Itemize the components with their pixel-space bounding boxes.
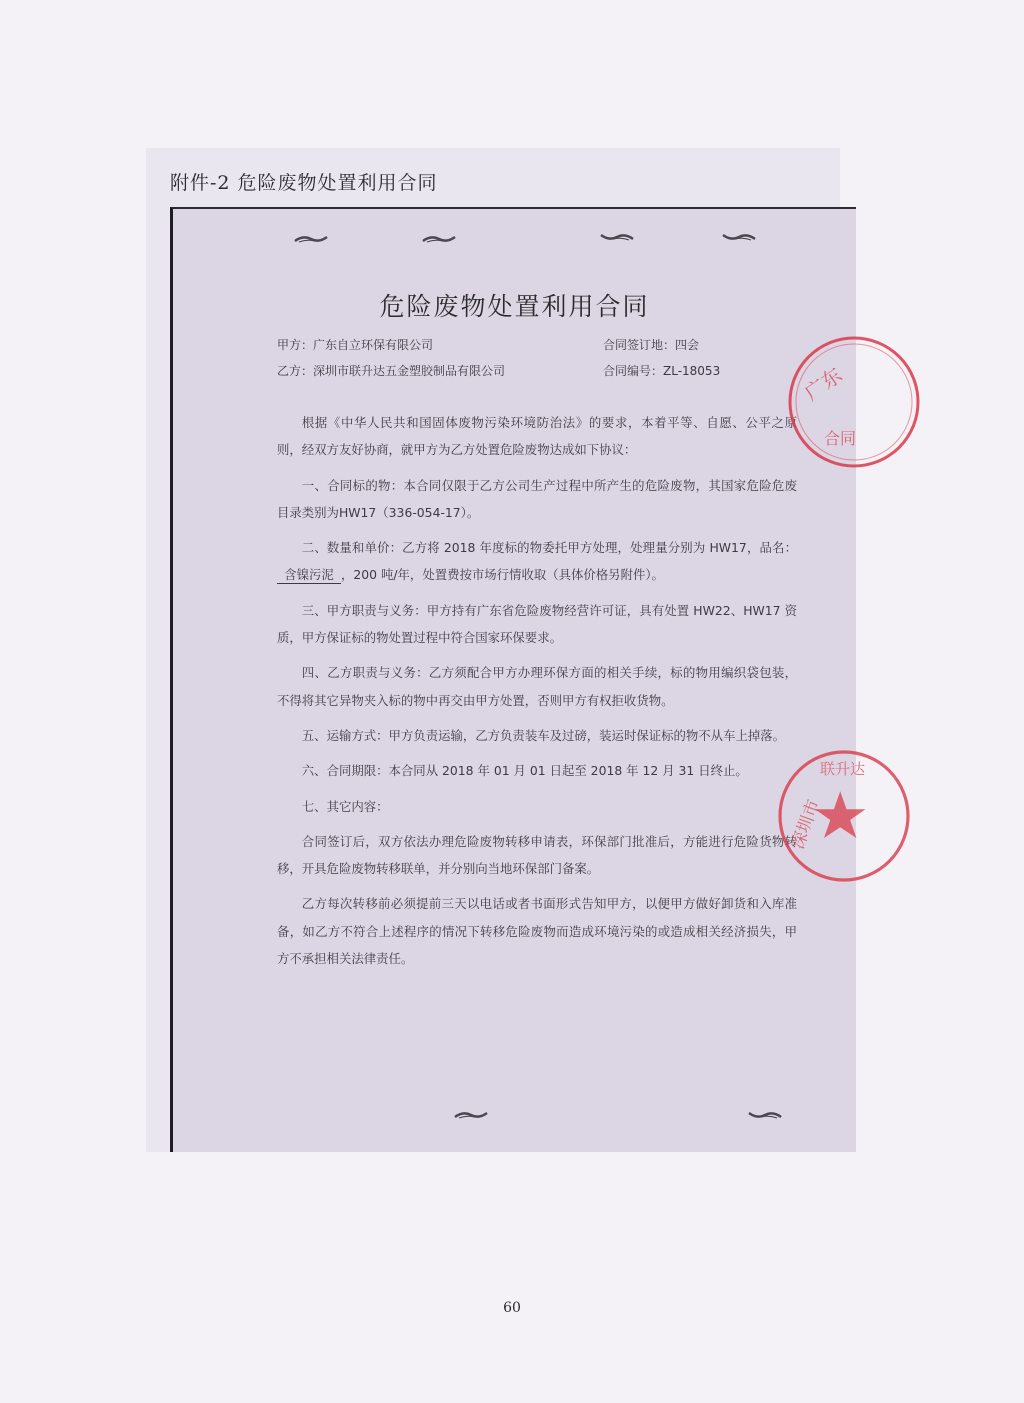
clause-7-paragraph-1: 合同签订后，双方依法办理危险废物转移申请表，环保部门批准后，方能进行危险货物转移，开具危险废物转移联单，并分别向当地环保部门备案。 — [277, 833, 797, 877]
clause-2-filled-blank: 含镍污泥 — [277, 567, 341, 584]
party-a: 甲方：广东自立环保有限公司 — [277, 338, 434, 352]
ornament-icon — [453, 1109, 489, 1121]
contract-body — [277, 409, 797, 980]
clause-6: 六、合同期限：本合同从 2018 年 01 月 01 日起至 2018 年 12 月 31 日终止。 — [301, 763, 748, 779]
svg-text:联升达: 联升达 — [820, 760, 866, 778]
svg-text:广东: 广东 — [799, 362, 847, 406]
seal-icon — [784, 332, 924, 472]
party-b-seal — [774, 748, 866, 884]
clause-7: 七、其它内容： — [301, 798, 389, 814]
party-b: 乙方：深圳市联升达五金塑胶制品有限公司 — [277, 364, 506, 378]
seal-icon — [774, 748, 914, 888]
contract-number: 合同编号：ZL-18053 — [603, 364, 721, 378]
clause-2-text-a: 二、数量和单价：乙方将 2018 年度标的物委托甲方处理，处理量分别为 HW17，品名： — [301, 540, 797, 556]
clause-3: 三、甲方职责与义务：甲方持有广东省危险废物经营许可证，具有处置 HW22、HW17 资质，甲方保证标的物处置过程中符合国家环保要求。 — [277, 602, 797, 646]
clause-2-text-b: ，200 吨/年，处置费按市场行情收取（具体价格另附件）。 — [341, 567, 664, 583]
ornament-icon — [599, 231, 635, 243]
clause-5: 五、运输方式：甲方负责运输，乙方负责装车及过磅，装运时保证标的物不从车上掉落。 — [301, 727, 786, 743]
svg-text:深圳市: 深圳市 — [788, 797, 825, 852]
contract-sheet — [170, 207, 856, 1152]
svg-text:合同: 合同 — [824, 429, 857, 448]
ornament-icon — [293, 233, 329, 245]
clause-4: 四、乙方职责与义务：乙方须配合甲方办理环保方面的相关手续，标的物用编织袋包装，不得将其它异物夹入标的物中再交由甲方处置，否则甲方有权拒收货物。 — [277, 665, 797, 708]
ornament-icon — [421, 233, 457, 245]
page-number: 60 — [503, 1300, 521, 1316]
clause-intro: 根据《中华人民共和国固体废物污染环境防治法》的要求，本着平等、自愿、公平之原则，经双方友好协商，就甲方为乙方处置危险废物达成如下协议： — [277, 415, 797, 458]
ornament-icon — [721, 231, 757, 243]
clause-7-paragraph-2: 乙方每次转移前必须提前三天以电话或者书面形式告知甲方，以便甲方做好卸货和入库准备，如乙方不符合上述程序的情况下转移危险废物而造成环境污染的或造成相关经济损失，甲方不承担相关法律责任。 — [277, 896, 797, 967]
clause-2 — [277, 534, 797, 589]
party-a-seal — [784, 332, 856, 472]
ornament-icon — [747, 1109, 783, 1121]
attachment-caption: 附件-2 危险废物处置利用合同 — [170, 172, 438, 194]
clause-1: 一、合同标的物：本合同仅限于乙方公司生产过程中所产生的危险废物，其国家危险危废目录类别为HW17（336-054-17）。 — [277, 477, 797, 520]
contract-title: 危险废物处置利用合同 — [379, 292, 650, 321]
sign-place: 合同签订地：四会 — [603, 338, 700, 352]
